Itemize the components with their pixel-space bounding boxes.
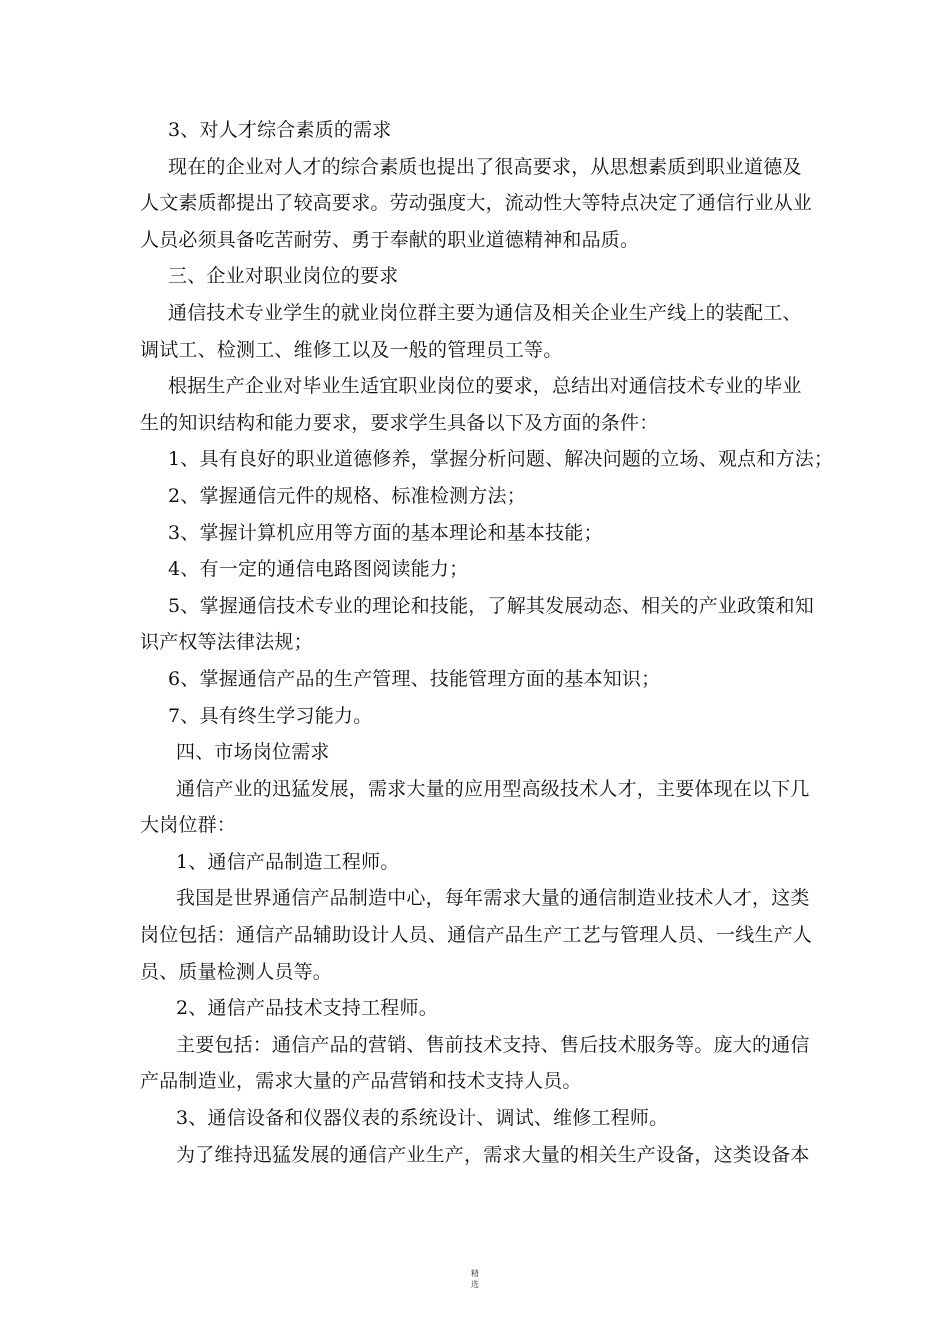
text-line: 四、市场岗位需求: [176, 741, 330, 764]
text-line: 根据生产企业对毕业生适宜职业岗位的要求，总结出对通信技术专业的毕业: [168, 375, 802, 398]
text-line: 3、通信设备和仪器仪表的系统设计、调试、维修工程师。: [176, 1107, 669, 1130]
text-line: 7、具有终生学习能力。: [168, 704, 373, 727]
text-line: 员、质量检测人员等。: [140, 960, 333, 983]
text-line: 为了维持迅猛发展的通信产业生产，需求大量的相关生产设备，这类设备本: [176, 1143, 810, 1166]
text-line: 通信产业的迅猛发展，需求大量的应用型高级技术人才，主要体现在以下几: [176, 777, 810, 800]
text-line: 主要包括：通信产品的营销、售前技术支持、售后技术服务等。庞大的通信: [176, 1033, 810, 1056]
text-line: 人员必须具备吃苦耐劳、勇于奉献的职业道德精神和品质。: [140, 228, 640, 251]
text-line: 三、企业对职业岗位的要求: [168, 265, 399, 288]
page-footer: [0, 1268, 950, 1290]
text-line: 识产权等法律法规；: [140, 631, 313, 654]
text-line: 生的知识结构和能力要求，要求学生具备以下及方面的条件：: [140, 411, 659, 434]
text-line: 2、通信产品技术支持工程师。: [176, 997, 438, 1020]
text-line: 我国是世界通信产品制造中心，每年需求大量的通信制造业技术人才，这类: [176, 887, 810, 910]
text-line: 5、掌握通信技术专业的理论和技能，了解其发展动态、相关的产业政策和知: [168, 594, 814, 617]
text-line: 人文素质都提出了较高要求。劳动强度大，流动性大等特点决定了通信行业从业: [140, 192, 813, 215]
text-line: 3、对人才综合素质的需求: [168, 119, 392, 141]
text-line: 大岗位群：: [140, 814, 237, 837]
text-line: 通信技术专业学生的就业岗位群主要为通信及相关企业生产线上的装配工、: [168, 301, 802, 324]
text-line: 1、具有良好的职业道德修养，掌握分析问题、解决问题的立场、观点和方法；: [168, 448, 834, 471]
text-line: 6、掌握通信产品的生产管理、技能管理方面的基本知识；: [168, 667, 661, 690]
text-line: 调试工、检测工、维修工以及一般的管理员工等。: [140, 338, 563, 361]
text-line: 现在的企业对人才的综合素质也提出了很高要求，从思想素质到职业道德及: [168, 155, 802, 178]
text-line: 4、有一定的通信电路图阅读能力；: [168, 558, 469, 581]
text-line: 岗位包括：通信产品辅助设计人员、通信产品生产工艺与管理人员、一线生产人: [140, 924, 813, 947]
footer-mark-line-1: 精: [471, 1269, 479, 1278]
text-line: 3、掌握计算机应用等方面的基本理论和基本技能；: [168, 521, 603, 544]
text-line: 产品制造业，需求大量的产品营销和技术支持人员。: [140, 1070, 582, 1093]
document-body: [140, 112, 834, 1173]
text-line: 1、通信产品制造工程师。: [176, 850, 400, 873]
footer-mark-line-2: 选: [471, 1280, 479, 1289]
text-line: 2、掌握通信元件的规格、标准检测方法；: [168, 484, 526, 507]
